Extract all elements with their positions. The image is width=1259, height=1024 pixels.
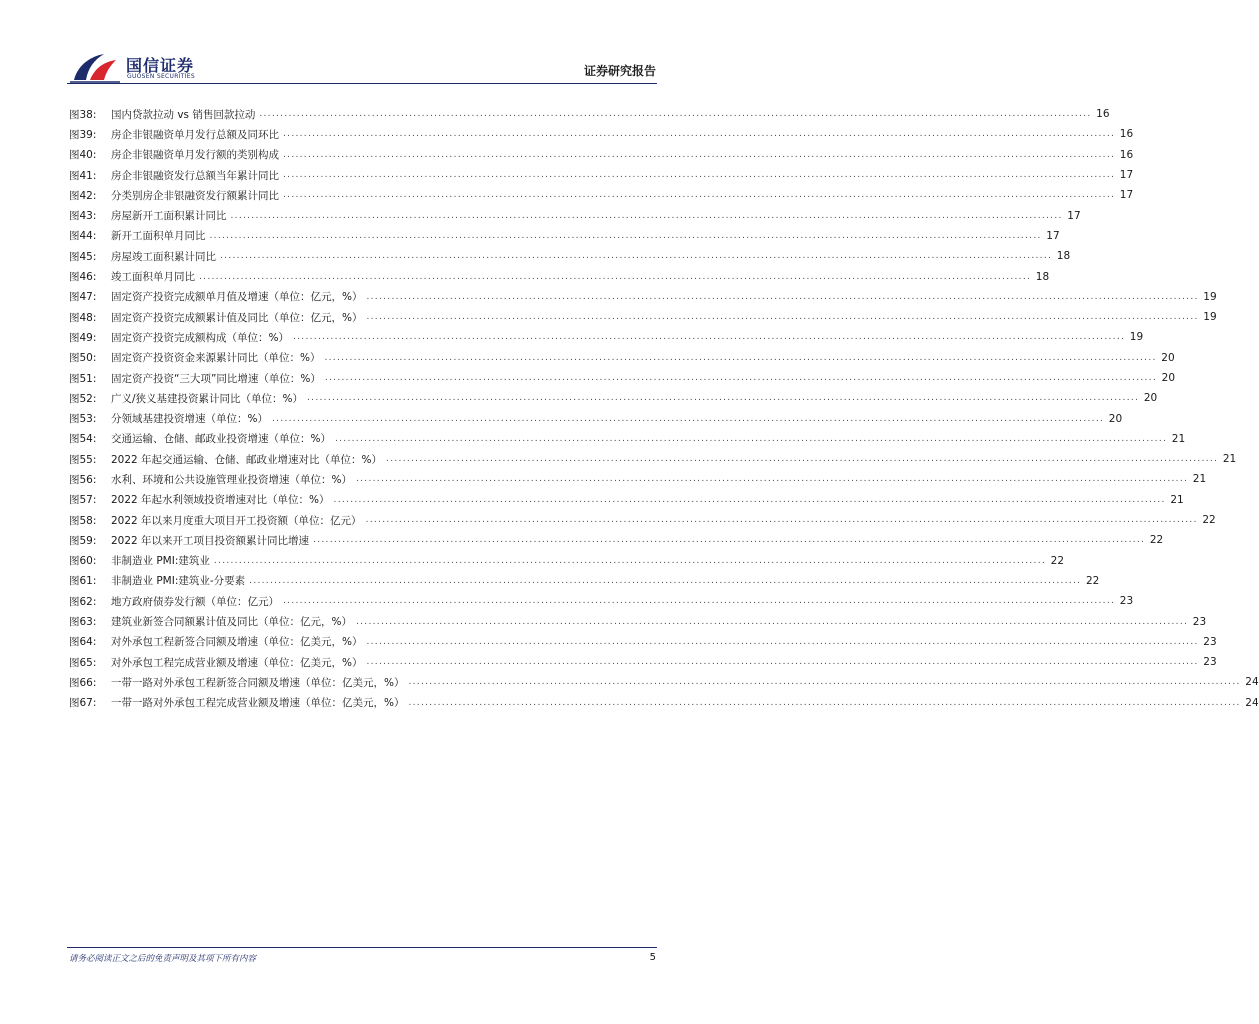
toc-dot-leader: ........................................................................................................................................................................................................ <box>230 210 1063 221</box>
toc-figure-title: 固定资产投资“三大项”同比增速（单位：%） <box>111 372 321 385</box>
toc-dot-leader: ........................................................................................................................................................................................................ <box>355 616 1189 627</box>
toc-figure-label: 图44: <box>69 230 97 243</box>
toc-dot-leader: ........................................................................................................................................................................................................ <box>366 291 1199 302</box>
toc-figure-title: 分领域基建投资增速（单位：%） <box>111 413 268 426</box>
toc-figure-label: 图59: <box>69 534 97 547</box>
toc-dot-leader: ........................................................................................................................................................................................................ <box>283 170 1116 181</box>
toc-dot-leader: ........................................................................................................................................................................................................ <box>283 190 1116 201</box>
toc-page-number: 21 <box>1222 453 1237 466</box>
toc-figure-title: 一带一路对外承包工程新签合同额及增速（单位：亿美元，%） <box>111 676 405 689</box>
toc-page-number: 17 <box>1067 209 1081 222</box>
toc-figure-label: 图48: <box>69 311 97 324</box>
toc-page-number: 16 <box>1096 108 1110 121</box>
toc-figure-title: 2022 年以来月度重大项目开工投资额（单位：亿元） <box>111 514 362 527</box>
toc-figure-title: 地方政府债券发行额（单位：亿元） <box>111 595 279 608</box>
toc-figure-label: 图67: <box>69 697 97 710</box>
toc-dot-leader: ........................................................................................................................................................................................................ <box>292 332 1126 343</box>
toc-figure-title: 房企非银融资单月发行额的类别构成 <box>111 149 279 162</box>
toc-dot-leader: ........................................................................................................................................................................................................ <box>283 149 1116 160</box>
toc-figure-label: 图47: <box>69 291 97 304</box>
toc-figure-label: 图49: <box>69 331 97 344</box>
toc-entry[interactable] <box>69 693 1259 713</box>
toc-figure-label: 图42: <box>69 189 97 202</box>
toc-figure-label: 图46: <box>69 271 97 284</box>
toc-dot-leader: ........................................................................................................................................................................................................ <box>209 230 1042 241</box>
toc-dot-leader: ........................................................................................................................................................................................................ <box>408 677 1241 688</box>
toc-figure-title: 固定资产投资完成额单月值及增速（单位：亿元，%） <box>111 291 363 304</box>
toc-entry[interactable] <box>69 449 1237 469</box>
toc-page-number: 22 <box>1050 554 1065 567</box>
toc-page-number: 19 <box>1129 331 1144 344</box>
toc-page-number: 24 <box>1245 696 1259 709</box>
toc-page-number: 17 <box>1119 189 1134 202</box>
toc-entry[interactable] <box>69 652 1217 672</box>
toc-dot-leader: ........................................................................................................................................................................................................ <box>283 596 1116 607</box>
toc-entry[interactable] <box>69 571 1100 591</box>
toc-figure-label: 图65: <box>69 656 97 669</box>
toc-entry[interactable] <box>69 145 1134 165</box>
toc-figure-title: 分类别房企非银融资发行额累计同比 <box>111 189 279 202</box>
toc-page-number: 23 <box>1203 635 1217 648</box>
toc-figure-title: 对外承包工程新签合同额及增速（单位：亿美元，%） <box>111 636 363 649</box>
toc-entry[interactable] <box>69 530 1164 550</box>
toc-entry[interactable] <box>69 469 1207 489</box>
footer-divider <box>67 947 657 948</box>
toc-figure-label: 图64: <box>69 636 97 649</box>
toc-entry[interactable] <box>69 246 1071 266</box>
logo-chinese-name: 国信证券 <box>126 56 195 75</box>
toc-figure-title: 房屋新开工面积累计同比 <box>111 210 227 223</box>
toc-entry[interactable] <box>69 226 1060 246</box>
toc-entry[interactable] <box>69 551 1065 571</box>
toc-entry[interactable] <box>69 672 1259 692</box>
report-type-label: 证券研究报告 <box>583 64 656 78</box>
toc-dot-leader: ........................................................................................................................................................................................................ <box>366 657 1199 668</box>
toc-figure-title: 房企非银融资单月发行总额及同环比 <box>111 128 279 141</box>
toc-entry[interactable] <box>69 611 1207 631</box>
toc-figure-label: 图51: <box>69 372 97 385</box>
toc-dot-leader: ........................................................................................................................................................................................................ <box>283 129 1116 140</box>
toc-page-number: 17 <box>1046 229 1060 242</box>
toc-dot-leader: ........................................................................................................................................................................................................ <box>366 636 1199 647</box>
toc-figure-label: 图45: <box>69 250 97 263</box>
toc-figure-label: 图52: <box>69 392 97 405</box>
toc-entry[interactable] <box>69 490 1184 510</box>
logo-english-name: GUOSEN SECURITIES <box>127 73 196 80</box>
toc-figure-label: 图43: <box>69 210 97 223</box>
toc-figure-label: 图41: <box>69 169 97 182</box>
toc-page-number: 19 <box>1203 290 1217 303</box>
toc-figure-label: 图53: <box>69 413 97 426</box>
toc-figure-title: 对外承包工程完成营业额及增速（单位：亿美元，%） <box>111 656 363 669</box>
toc-figure-label: 图40: <box>69 149 97 162</box>
toc-dot-leader: ........................................................................................................................................................................................................ <box>220 251 1053 262</box>
guosen-logo-icon <box>70 50 122 84</box>
toc-page-number: 20 <box>1143 392 1158 405</box>
toc-page-number: 23 <box>1203 656 1217 669</box>
toc-page-number: 23 <box>1119 595 1134 608</box>
toc-dot-leader: ........................................................................................................................................................................................................ <box>386 454 1219 465</box>
toc-figure-title: 房屋竣工面积累计同比 <box>111 250 216 263</box>
toc-figure-label: 图39: <box>69 128 97 141</box>
toc-page-number: 18 <box>1056 250 1071 263</box>
toc-figure-title: 非制造业 PMI:建筑业 <box>111 555 210 568</box>
toc-figure-title: 国内贷款拉动 vs 销售回款拉动 <box>111 108 256 121</box>
toc-figure-label: 图50: <box>69 352 97 365</box>
toc-entry[interactable] <box>69 104 1110 124</box>
toc-page-number: 20 <box>1108 412 1123 425</box>
toc-entry[interactable] <box>69 266 1050 286</box>
toc-entry[interactable] <box>69 408 1123 428</box>
toc-entry[interactable] <box>69 287 1217 307</box>
toc-dot-leader: ........................................................................................................................................................................................................ <box>366 312 1199 323</box>
toc-dot-leader: ........................................................................................................................................................................................................ <box>408 697 1241 708</box>
toc-page-number: 22 <box>1085 574 1100 587</box>
toc-figure-title: 一带一路对外承包工程完成营业额及增速（单位：亿美元，%） <box>111 697 405 710</box>
toc-entry[interactable] <box>69 429 1186 449</box>
toc-dot-leader: ........................................................................................................................................................................................................ <box>324 373 1158 383</box>
toc-dot-leader: ........................................................................................................................................................................................................ <box>365 515 1198 526</box>
toc-page-number: 20 <box>1161 351 1175 364</box>
toc-page-number: 20 <box>1161 372 1176 384</box>
toc-figure-label: 图66: <box>69 676 97 689</box>
toc-figure-label: 图63: <box>69 616 97 629</box>
toc-dot-leader: ........................................................................................................................................................................................................ <box>334 433 1168 444</box>
toc-dot-leader: ........................................................................................................................................................................................................ <box>213 555 1047 566</box>
toc-page-number: 17 <box>1119 169 1134 182</box>
toc-figure-title: 新开工面积单月同比 <box>111 230 206 243</box>
toc-dot-leader: ........................................................................................................................................................................................................ <box>249 575 1082 586</box>
toc-figure-title: 2022 年起水利领域投资增速对比（单位：%） <box>111 494 330 507</box>
toc-figure-title: 非制造业 PMI:建筑业-分要素 <box>111 575 246 588</box>
toc-figure-title: 房企非银融资发行总额当年累计同比 <box>111 169 279 182</box>
toc-figure-title: 固定资产投资完成额累计值及同比（单位：亿元，%） <box>111 311 363 324</box>
toc-page-number: 16 <box>1119 148 1134 161</box>
toc-entry[interactable] <box>69 388 1158 408</box>
toc-figure-label: 图57: <box>69 494 97 507</box>
figure-table-of-contents <box>69 104 1259 713</box>
page-header <box>0 0 724 90</box>
toc-dot-leader: ........................................................................................................................................................................................................ <box>199 271 1032 282</box>
toc-dot-leader: ........................................................................................................................................................................................................ <box>355 474 1189 485</box>
toc-page-number: 19 <box>1203 311 1217 324</box>
toc-figure-label: 图62: <box>69 595 97 608</box>
toc-figure-label: 图55: <box>69 453 97 466</box>
footer-disclaimer: 请务必阅读正文之后的免责声明及其项下所有内容 <box>69 954 257 964</box>
header-divider <box>67 83 657 84</box>
toc-entry[interactable] <box>69 348 1175 368</box>
toc-figure-label: 图60: <box>69 555 97 568</box>
toc-figure-title: 水利、环境和公共设施管理业投资增速（单位：%） <box>111 473 352 486</box>
toc-page-number: 21 <box>1170 493 1184 506</box>
toc-figure-title: 广义/狭义基建投资累计同比（单位：%） <box>111 392 304 405</box>
toc-figure-title: 2022 年起交通运输、仓储、邮政业增速对比（单位：%） <box>111 453 383 466</box>
toc-dot-leader: ........................................................................................................................................................................................................ <box>271 413 1105 424</box>
toc-figure-label: 图54: <box>69 433 97 446</box>
toc-figure-label: 图38: <box>69 108 97 121</box>
toc-entry[interactable] <box>69 510 1216 530</box>
toc-page-number: 23 <box>1192 615 1207 628</box>
toc-figure-title: 建筑业新签合同额累计值及同比（单位：亿元，%） <box>111 616 352 629</box>
toc-entry[interactable] <box>69 124 1134 144</box>
toc-dot-leader: ........................................................................................................................................................................................................ <box>333 494 1166 505</box>
toc-entry[interactable] <box>69 307 1217 327</box>
toc-page-number: 16 <box>1119 128 1134 141</box>
toc-dot-leader: ........................................................................................................................................................................................................ <box>324 352 1157 363</box>
toc-dot-leader: ........................................................................................................................................................................................................ <box>313 535 1146 546</box>
toc-figure-label: 图58: <box>69 514 97 527</box>
toc-figure-title: 2022 年以来开工项目投资额累计同比增速 <box>111 534 310 547</box>
toc-dot-leader: ........................................................................................................................................................................................................ <box>307 393 1140 404</box>
toc-page-number: 18 <box>1035 270 1050 283</box>
guosen-logo <box>70 50 210 86</box>
toc-entry[interactable] <box>69 591 1134 611</box>
toc-entry[interactable] <box>69 632 1217 652</box>
toc-figure-label: 图56: <box>69 473 97 486</box>
toc-entry[interactable] <box>69 368 1176 388</box>
toc-figure-title: 竣工面积单月同比 <box>111 271 195 284</box>
page-number: 5 <box>649 952 656 963</box>
toc-entry[interactable] <box>69 185 1134 205</box>
toc-entry[interactable] <box>69 327 1144 347</box>
toc-entry[interactable] <box>69 165 1134 185</box>
toc-figure-title: 交通运输、仓储、邮政业投资增速（单位：%） <box>111 433 331 446</box>
toc-figure-label: 图61: <box>69 575 97 588</box>
toc-dot-leader: ........................................................................................................................................................................................................ <box>259 109 1092 120</box>
toc-figure-title: 固定资产投资完成额构成（单位：%） <box>111 331 289 344</box>
toc-page-number: 22 <box>1202 514 1216 527</box>
toc-figure-title: 固定资产投资资金来源累计同比（单位：%） <box>111 352 321 365</box>
toc-entry[interactable] <box>69 205 1081 225</box>
toc-page-number: 24 <box>1245 676 1259 689</box>
toc-page-number: 21 <box>1192 473 1207 486</box>
toc-page-number: 21 <box>1171 432 1186 445</box>
toc-page-number: 22 <box>1149 534 1164 547</box>
